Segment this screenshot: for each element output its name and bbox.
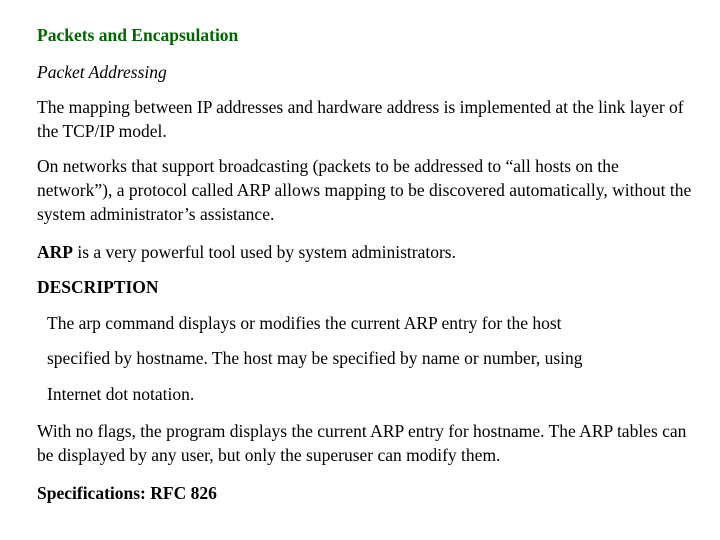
description-line: specified by hostname. The host may be specified by name or number, using bbox=[47, 348, 583, 368]
paragraph-no-flags: With no flags, the program displays the current ARP entry for hostname. The ARP tables can be displayed by any user, but only the superuser can modify them. bbox=[37, 421, 687, 465]
specifications-line: Specifications: RFC 826 bbox=[37, 483, 217, 503]
paragraph-arp-tool bbox=[37, 240, 456, 264]
description-line: Internet dot notation. bbox=[47, 384, 195, 404]
slide-title: Packets and Encapsulation bbox=[37, 25, 239, 45]
arp-term: ARP bbox=[37, 242, 73, 262]
description-line: The arp command displays or modifies the current ARP entry for the host bbox=[47, 313, 562, 333]
arp-tool-text: is a very powerful tool used by system administrators. bbox=[72, 242, 456, 262]
paragraph-broadcasting: On networks that support broadcasting (packets to be addressed to “all hosts on the network”), a protocol called ARP allows mapping to be discovered automatically, without the system administrator’s assistance. bbox=[37, 156, 692, 224]
description-heading: DESCRIPTION bbox=[37, 277, 159, 297]
paragraph-link-layer: The mapping between IP addresses and hardware address is implemented at the link layer of the TCP/IP model. bbox=[37, 97, 684, 141]
section-subtitle: Packet Addressing bbox=[37, 62, 167, 82]
